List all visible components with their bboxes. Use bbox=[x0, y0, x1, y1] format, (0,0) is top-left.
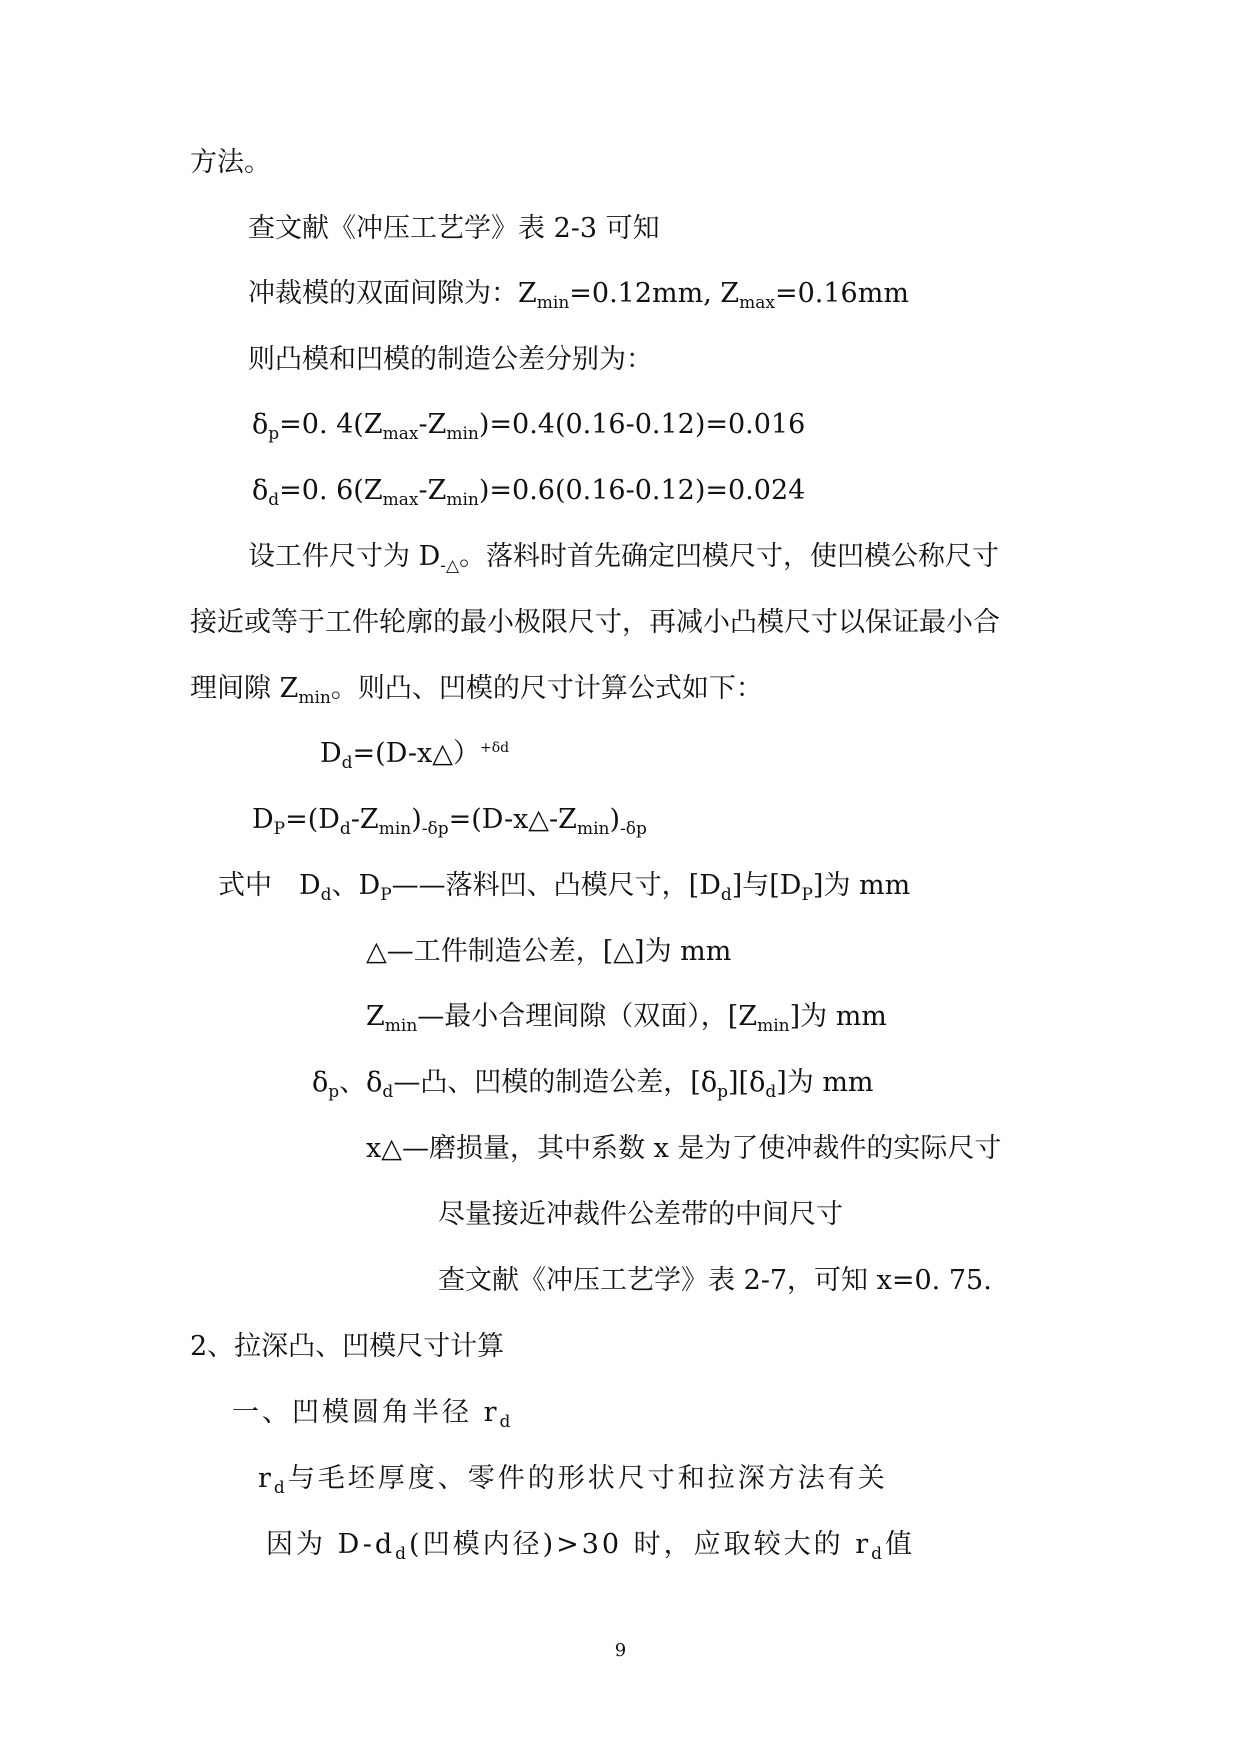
text-run: 查文献《冲压工艺学》表 2-3 可知 bbox=[248, 213, 660, 244]
text-run: 。落料时首先确定凹模尺寸，使凹模公称尺寸 bbox=[459, 541, 1000, 572]
text-run: 与毛坯厚度、零件的形状尺寸和拉深方法有关 bbox=[287, 1463, 888, 1494]
text-line bbox=[258, 1462, 888, 1496]
text-run: 理间隙 Z bbox=[190, 673, 299, 704]
text-run: 接近或等于工件轮廓的最小极限尺寸，再减小凸模尺寸以保证最小合 bbox=[190, 607, 1000, 638]
subscript: -δp bbox=[620, 819, 647, 839]
text-line bbox=[248, 540, 999, 574]
text-run: △—工件制造公差，[△]为 mm bbox=[366, 936, 732, 967]
text-run: 值 bbox=[885, 1529, 916, 1560]
subscript: p bbox=[717, 1082, 728, 1102]
text-run: ]为 mm bbox=[776, 1067, 874, 1098]
text-line bbox=[366, 1000, 887, 1034]
subscript: d bbox=[720, 885, 732, 905]
text-run: —最小合理间隙（双面），[Z bbox=[417, 1001, 758, 1032]
text-run: 、δ bbox=[339, 1067, 383, 1098]
text-run: ]为 mm bbox=[812, 870, 911, 901]
text-run: D bbox=[320, 738, 342, 769]
text-line bbox=[366, 935, 731, 969]
subscript: min bbox=[378, 819, 412, 839]
subscript: P bbox=[273, 819, 286, 839]
text-run: 尽量接近冲裁件公差带的中间尺寸 bbox=[438, 1199, 843, 1230]
subscript: d bbox=[341, 753, 353, 773]
text-run: ——落料凹、凸模尺寸，[D bbox=[391, 870, 721, 901]
text-run: r bbox=[258, 1463, 274, 1494]
subscript: p bbox=[328, 1082, 340, 1102]
text-run: 因为 D-d bbox=[266, 1529, 396, 1560]
text-line bbox=[190, 606, 1000, 640]
subscript: max bbox=[382, 490, 419, 510]
subscript: d bbox=[395, 1544, 410, 1564]
subscript: min bbox=[576, 819, 610, 839]
text-run: —凸、凹模的制造公差，[δ bbox=[393, 1067, 718, 1098]
subscript: d bbox=[499, 1412, 514, 1432]
subscript: min bbox=[446, 424, 479, 444]
text-run: ]为 mm bbox=[789, 1001, 887, 1032]
text-run: =0.16mm bbox=[775, 278, 909, 309]
subscript: d bbox=[339, 819, 351, 839]
text-line bbox=[190, 672, 763, 706]
text-run: ][δ bbox=[728, 1067, 766, 1098]
subscript: min bbox=[536, 293, 570, 313]
text-line bbox=[438, 1198, 843, 1232]
text-line bbox=[190, 1330, 504, 1364]
subscript: p bbox=[268, 424, 280, 444]
text-line bbox=[252, 474, 805, 508]
text-run: x△—磨损量，其中系数 x 是为了使冲裁件的实际尺寸 bbox=[366, 1133, 1002, 1164]
text-run: =(D-x△-Z bbox=[448, 804, 577, 835]
text-run: 、D bbox=[331, 870, 381, 901]
text-line bbox=[438, 1264, 992, 1298]
text-run: -Z bbox=[418, 475, 447, 506]
superscript: +δd bbox=[479, 740, 510, 756]
text-run: 。则凸、凹模的尺寸计算公式如下： bbox=[330, 673, 763, 704]
text-run: 方法。 bbox=[190, 147, 271, 178]
text-run: ) bbox=[609, 804, 621, 835]
text-run: Z bbox=[366, 1001, 385, 1032]
text-run: 查文献《冲压工艺学》表 2-7，可知 x=0. 75. bbox=[438, 1265, 992, 1296]
text-run: =0. 6(Z bbox=[279, 475, 383, 506]
subscript: d bbox=[320, 885, 332, 905]
text-run: -Z bbox=[418, 409, 447, 440]
text-run: 设工件尺寸为 D bbox=[248, 541, 441, 572]
text-run: =(D bbox=[285, 804, 340, 835]
subscript: P bbox=[380, 885, 392, 905]
page-number: 9 bbox=[614, 1640, 627, 1661]
text-line bbox=[248, 212, 660, 246]
subscript: d bbox=[273, 1478, 288, 1498]
text-run: =(D-x△） bbox=[352, 738, 480, 769]
text-line bbox=[190, 146, 271, 180]
subscript: d bbox=[382, 1082, 394, 1102]
text-run: -Z bbox=[350, 804, 379, 835]
subscript: -△ bbox=[440, 556, 460, 576]
text-line bbox=[266, 1528, 915, 1562]
text-run: 式中 D bbox=[218, 870, 321, 901]
text-run: 则凸模和凹模的制造公差分别为： bbox=[248, 344, 653, 375]
subscript: min bbox=[384, 1016, 418, 1036]
text-line bbox=[248, 277, 909, 311]
subscript: min bbox=[298, 688, 331, 708]
text-run: δ bbox=[312, 1067, 329, 1098]
text-run: δ bbox=[252, 409, 269, 440]
text-run: ) bbox=[411, 804, 422, 835]
subscript: P bbox=[801, 885, 813, 905]
subscript: d bbox=[765, 1082, 777, 1102]
text-run: 2、拉深凸、凹模尺寸计算 bbox=[190, 1331, 505, 1362]
subscript: d bbox=[268, 490, 280, 510]
text-line bbox=[252, 803, 647, 837]
text-run: =0.12mm, Z bbox=[569, 278, 740, 309]
text-run: )=0.4(0.16-0.12)=0.016 bbox=[478, 409, 806, 440]
text-line bbox=[252, 408, 805, 442]
subscript: min bbox=[757, 1016, 790, 1036]
text-line bbox=[232, 1396, 513, 1430]
text-run: ]与[D bbox=[731, 870, 802, 901]
text-run: 冲裁模的双面间隙为：Z bbox=[248, 278, 537, 309]
text-line bbox=[312, 1066, 874, 1100]
subscript: min bbox=[446, 490, 479, 510]
text-run: 一、凹模圆角半径 r bbox=[232, 1397, 500, 1428]
text-run: D bbox=[252, 804, 274, 835]
text-line bbox=[320, 737, 509, 771]
text-run: =0. 4(Z bbox=[279, 409, 383, 440]
subscript: max bbox=[739, 293, 775, 313]
text-run: (凹模内径)>30 时，应取较大的 r bbox=[409, 1529, 872, 1560]
text-line bbox=[366, 1132, 1001, 1166]
subscript: max bbox=[382, 424, 419, 444]
subscript: -δp bbox=[421, 819, 449, 839]
text-line bbox=[218, 869, 910, 903]
text-run: )=0.6(0.16-0.12)=0.024 bbox=[478, 475, 806, 506]
text-line bbox=[248, 343, 653, 377]
text-run: δ bbox=[252, 475, 269, 506]
subscript: d bbox=[871, 1544, 886, 1564]
